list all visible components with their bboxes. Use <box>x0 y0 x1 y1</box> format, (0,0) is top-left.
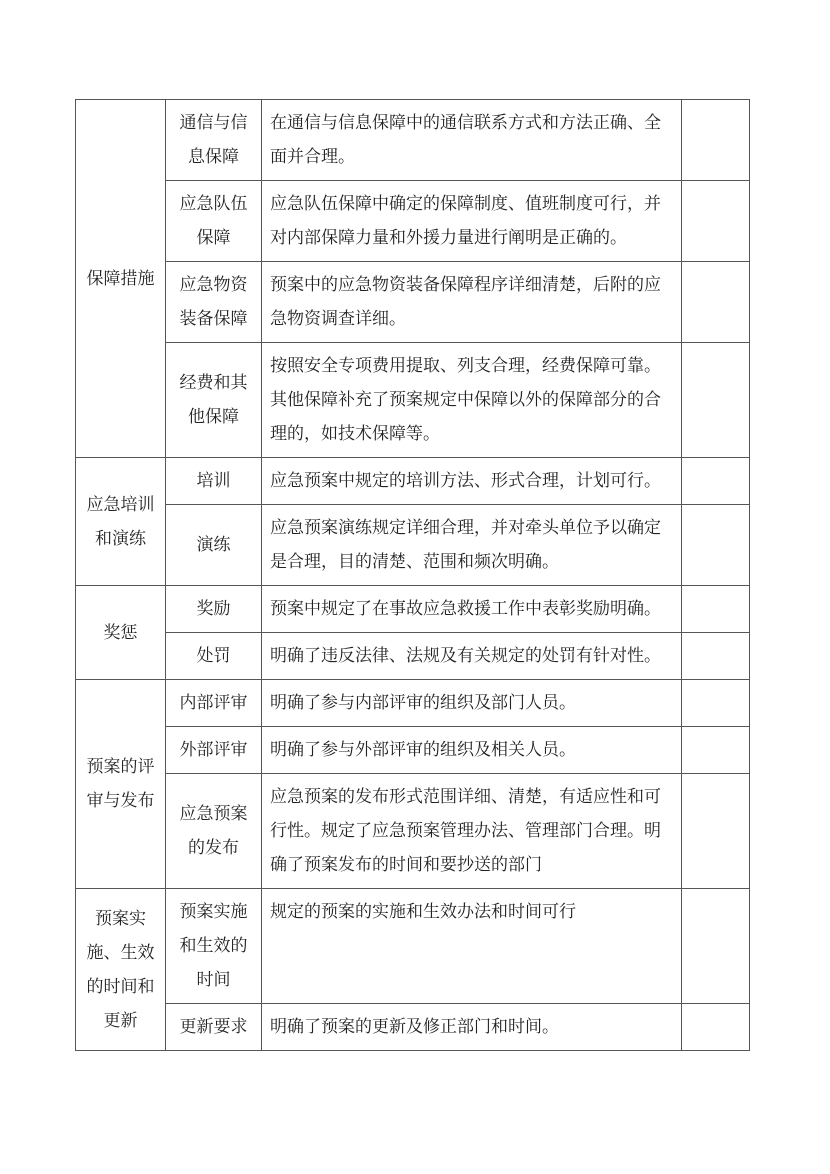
category-cell: 保障措施 <box>76 100 166 458</box>
subcategory-cell: 奖励 <box>166 586 262 633</box>
description-cell: 按照安全专项费用提取、列支合理，经费保障可靠。其他保障补充了预案规定中保障以外的保障部分的合理的，如技术保障等。 <box>262 343 682 458</box>
blank-cell <box>682 1004 750 1051</box>
category-cell: 预案实施、生效的时间和更新 <box>76 889 166 1051</box>
subcategory-cell: 应急队伍保障 <box>166 181 262 262</box>
table-row <box>76 633 750 680</box>
blank-cell <box>682 262 750 343</box>
description-cell: 明确了参与内部评审的组织及部门人员。 <box>262 680 682 727</box>
blank-cell <box>682 586 750 633</box>
table-row <box>76 727 750 774</box>
subcategory-cell: 外部评审 <box>166 727 262 774</box>
table-row <box>76 1004 750 1051</box>
description-cell: 预案中规定了在事故应急救援工作中表彰奖励明确。 <box>262 586 682 633</box>
review-table <box>75 99 750 1051</box>
description-cell: 明确了违反法律、法规及有关规定的处罚有针对性。 <box>262 633 682 680</box>
blank-cell <box>682 181 750 262</box>
description-cell: 明确了参与外部评审的组织及相关人员。 <box>262 727 682 774</box>
blank-cell <box>682 727 750 774</box>
table-row <box>76 181 750 262</box>
blank-cell <box>682 100 750 181</box>
table-row <box>76 505 750 586</box>
description-cell: 应急预案中规定的培训方法、形式合理，计划可行。 <box>262 458 682 505</box>
subcategory-cell: 应急物资装备保障 <box>166 262 262 343</box>
subcategory-cell: 经费和其他保障 <box>166 343 262 458</box>
table-row <box>76 262 750 343</box>
blank-cell <box>682 774 750 889</box>
description-cell: 应急预案演练规定详细合理，并对牵头单位予以确定是合理，目的清楚、范围和频次明确。 <box>262 505 682 586</box>
category-cell: 预案的评审与发布 <box>76 680 166 889</box>
description-cell: 在通信与信息保障中的通信联系方式和方法正确、全面并合理。 <box>262 100 682 181</box>
table-row <box>76 774 750 889</box>
description-cell: 规定的预案的实施和生效办法和时间可行 <box>262 889 682 1004</box>
subcategory-cell: 培训 <box>166 458 262 505</box>
subcategory-cell: 内部评审 <box>166 680 262 727</box>
subcategory-cell: 通信与信息保障 <box>166 100 262 181</box>
subcategory-cell: 更新要求 <box>166 1004 262 1051</box>
table-row <box>76 458 750 505</box>
table-row <box>76 100 750 181</box>
blank-cell <box>682 889 750 1004</box>
table-row <box>76 889 750 1004</box>
blank-cell <box>682 458 750 505</box>
category-cell: 应急培训和演练 <box>76 458 166 586</box>
blank-cell <box>682 343 750 458</box>
blank-cell <box>682 633 750 680</box>
table-row <box>76 586 750 633</box>
table-row <box>76 680 750 727</box>
subcategory-cell: 处罚 <box>166 633 262 680</box>
subcategory-cell: 预案实施和生效的时间 <box>166 889 262 1004</box>
table-row <box>76 343 750 458</box>
description-cell: 应急队伍保障中确定的保障制度、值班制度可行，并对内部保障力量和外援力量进行阐明是正确的。 <box>262 181 682 262</box>
description-cell: 明确了预案的更新及修正部门和时间。 <box>262 1004 682 1051</box>
category-cell: 奖惩 <box>76 586 166 680</box>
description-cell: 应急预案的发布形式范围详细、清楚，有适应性和可行性。规定了应急预案管理办法、管理部门合理。明确了预案发布的时间和要抄送的部门 <box>262 774 682 889</box>
subcategory-cell: 应急预案的发布 <box>166 774 262 889</box>
subcategory-cell: 演练 <box>166 505 262 586</box>
blank-cell <box>682 505 750 586</box>
description-cell: 预案中的应急物资装备保障程序详细清楚，后附的应急物资调查详细。 <box>262 262 682 343</box>
blank-cell <box>682 680 750 727</box>
